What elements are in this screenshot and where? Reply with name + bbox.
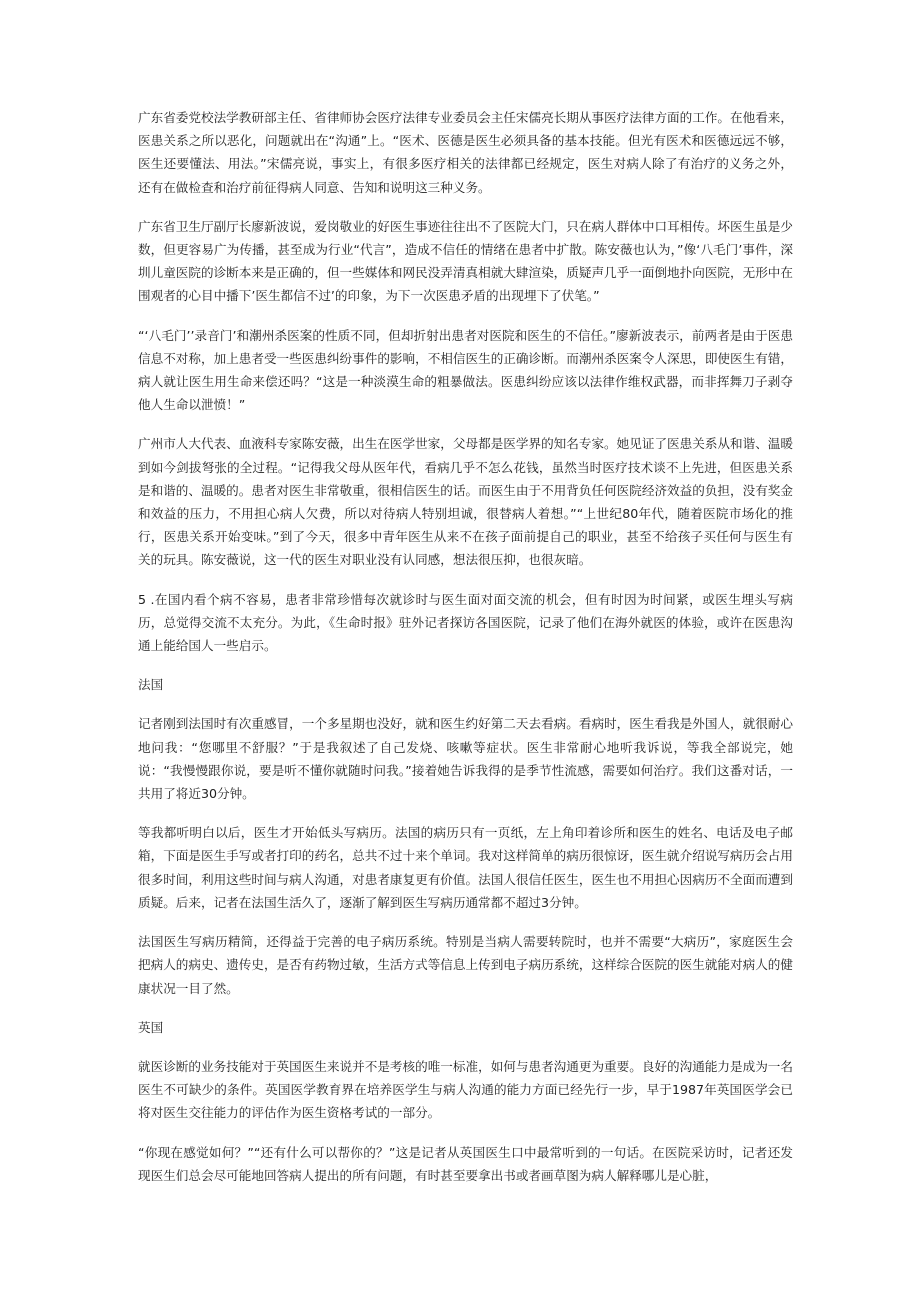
paragraph-france-1: 记者刚到法国时有次重感冒，一个多星期也没好，就和医生约好第二天去看病。看病时，医生看我是外国人，就很耐心地问我：“您哪里不舒服？”于是我叙述了自己发烧、咳嗽等症状。医生非常耐心地听我诉说，等我全部说完，她说：“我慢慢跟你说，要是听不懂你就随时问我。”接着她告诉我得的是季节性流感，需要如何治疗。我们这番对话，一共用了将近30分钟。 (138, 716, 793, 802)
paragraph-france-3: 法国医生写病历精简，还得益于完善的电子病历系统。特别是当病人需要转院时，也并不需要“大病历”，家庭医生会把病人的病史、遗传史，是否有药物过敏，生活方式等信息上传到电子病历系统，这样综合医院的医生就能对病人的健康状况一目了然。 (138, 934, 793, 996)
paragraph-song-ruliang: 广东省委党校法学教研部主任、省律师协会医疗法律专业委员会主任宋儒亮长期从事医疗法律方面的工作。在他看来，医患关系之所以恶化，问题就出在“沟通”上。“医术、医德是医生必须具备的基本技能。但光有医术和医德远远不够，医生还要懂法、用法。”宋儒亮说，事实上，有很多医疗相关的法律都已经规定，医生对病人除了有治疗的义务之外，还有在做检查和治疗前征得病人同意、告知和说明这三种义务。 (138, 110, 793, 195)
section-heading-france: 法国 (138, 677, 164, 693)
paragraph-uk-2: “你现在感觉如何？”“还有什么可以帮你的？”这是记者从英国医生口中最常听到的一句话。在医院采访时，记者还发现医生们总会尽可能地回答病人提出的所有问题，有时甚至要拿出书或者画草图为病人解释哪儿是心脏， (138, 1144, 793, 1183)
section-heading-uk: 英国 (138, 1019, 164, 1035)
paragraph-trust-crisis: “‘八毛门’’录音门’和潮州杀医案的性质不同，但却折射出患者对医院和医生的不信任。”廖新波表示，前两者是由于医患信息不对称，加上患者受一些医患纠纷事件的影响，不相信医生的正确诊断。而潮州杀医案令人深思，即使医生有错，病人就让医生用生命来偿还吗？“这是一种淡漠生命的粗暴做法。医患纠纷应该以法律作维权武器，而非挥舞刀子剥夺他人生命以泄愤！” (138, 327, 793, 413)
paragraph-liao-xinbo: 广东省卫生厅副厅长廖新波说，爱岗敬业的好医生事迹往往出不了医院大门，只在病人群体中口耳相传。坏医生虽是少数，但更容易广为传播，甚至成为行业“代言”，造成不信任的情绪在患者中扩散。陈安薇也认为，”像‘八毛门’事件，深圳儿童医院的诊断本来是正确的，但一些媒体和网民没弄清真相就大肆渲染，质疑声几乎一面倒地扑向医院，无形中在围观者的心目中播下’医生都信不过’的印象，为下一次医患矛盾的出现埋下了伏笔。” (138, 218, 793, 304)
paragraph-chen-anwei: 广州市人大代表、血液科专家陈安薇，出生在医学世家，父母都是医学界的知名专家。她见证了医患关系从和谐、温暖到如今剑拔弩张的全过程。“记得我父母从医年代，看病几乎不怎么花钱，虽然当时医疗技术谈不上先进，但医患关系是和谐的、温暖的。患者对医生非常敬重，很相信医生的话。而医生由于不用背负任何医院经济效益的负担，没有奖金和效益的压力，不用担心病人欠费，所以对待病人特别坦诚，很替病人着想。”“上世纪80年代，随着医院市场化的推行，医患关系开始变味。”到了今天，很多中青年医生从来不在孩子面前提自己的职业，甚至不给孩子买任何与医生有关的玩具。陈安薇说，这一代的医生对职业没有认同感，想法很压抑，也很灰暗。 (138, 436, 793, 568)
paragraph-france-2: 等我都听明白以后，医生才开始低头写病历。法国的病历只有一页纸，左上角印着诊所和医生的姓名、电话及电子邮箱，下面是医生手写或者打印的药名，总共不过十来个单词。我对这样简单的病历很惊讶，医生就介绍说写病历会占用很多时间，利用这些时间与病人沟通，对患者康复更有价值。法国人很信任医生，医生也不用担心因病历不全面而遭到质疑。后来，记者在法国生活久了，逐渐了解到医生写病历通常都不超过3分钟。 (138, 825, 793, 910)
document-body (138, 106, 793, 1203)
paragraph-overseas-intro: 5 .在国内看个病不容易，患者非常珍惜每次就诊时与医生面对面交流的机会，但有时因为时间紧，或医生埋头写病历，总觉得交流不太充分。为此，《生命时报》驻外记者探访各国医院，记录了他们在海外就医的体验，或许在医患沟通上能给国人一些启示。 (138, 591, 793, 654)
paragraph-uk-1: 就医诊断的业务技能对于英国医生来说并不是考核的唯一标准，如何与患者沟通更为重要。良好的沟通能力是成为一名医生不可缺少的条件。英国医学教育界在培养医学生与病人沟通的能力方面已经先行一步，早于1987年英国医学会已将对医生交往能力的评估作为医生资格考试的一部分。 (138, 1058, 793, 1121)
